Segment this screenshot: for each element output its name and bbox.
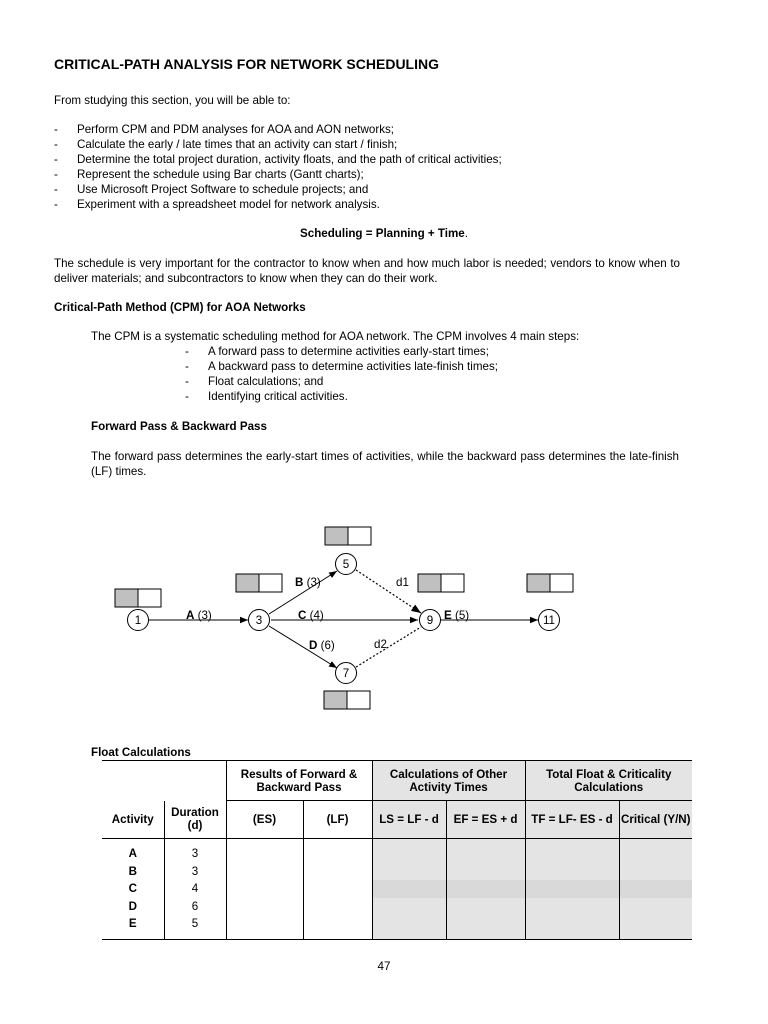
node-7-label: 7 <box>342 667 350 680</box>
dummy-label-d2: d2 <box>374 638 387 651</box>
activity-label-e: E (5) <box>444 609 470 622</box>
page-number: 47 <box>377 960 391 973</box>
cell-ef <box>446 839 525 863</box>
intro-text: From studying this section, you will be able to: <box>54 94 291 107</box>
time-box-node-11 <box>527 574 573 592</box>
cell-duration: 3 <box>164 863 226 881</box>
cell-lf <box>303 915 372 939</box>
cell-ef <box>446 880 525 898</box>
float-calculations-heading: Float Calculations <box>91 746 191 759</box>
cell-critical <box>619 863 692 881</box>
node-11-label: 11 <box>542 614 556 627</box>
table-row <box>102 839 692 863</box>
cpm-step: - Identifying critical activities. <box>185 389 498 404</box>
cell-ls <box>372 839 446 863</box>
dummy-label-d1: d1 <box>396 576 409 589</box>
cell-es <box>226 898 303 916</box>
cell-duration: 5 <box>164 915 226 939</box>
objective-item: - Calculate the early / late times that an activity can start / finish; <box>54 137 502 152</box>
dummy-arrow-d2 <box>356 627 421 667</box>
col-ls: LS = LF - d <box>372 801 446 839</box>
cell-duration: 4 <box>164 880 226 898</box>
time-box-node-3 <box>236 574 282 592</box>
forward-backward-paragraph: The forward pass determines the early-start times of activities, while the backward pass determines the late-finish (LF) times. <box>91 450 679 478</box>
forward-backward-heading: Forward Pass & Backward Pass <box>91 420 267 433</box>
cell-ef <box>446 915 525 939</box>
page-title: CRITICAL-PATH ANALYSIS FOR NETWORK SCHEDULING <box>54 56 439 72</box>
time-box-node-7 <box>324 691 370 709</box>
node-5 <box>336 554 357 575</box>
col-ef: EF = ES + d <box>446 801 525 839</box>
schedule-paragraph: The schedule is very important for the contractor to know when and how much labor is needed; vendors to know when to deliver materials; and subcontractors to know when they can do their work. <box>54 257 680 285</box>
cell-tf <box>525 915 619 939</box>
cpm-intro: The CPM is a systematic scheduling method for AOA network. The CPM involves 4 main steps: <box>91 330 580 343</box>
cell-ef <box>446 863 525 881</box>
cpm-step: - Float calculations; and <box>185 374 498 389</box>
node-7 <box>336 663 357 684</box>
header-other-times: Calculations of Other Activity Times <box>372 761 525 801</box>
cell-lf <box>303 839 372 863</box>
cell-activity: D <box>128 899 137 913</box>
table-row <box>102 915 692 939</box>
cell-tf <box>525 863 619 881</box>
cell-duration: 6 <box>164 898 226 916</box>
objective-item: - Perform CPM and PDM analyses for AOA and AON networks; <box>54 122 502 137</box>
header-blank <box>102 761 226 801</box>
cell-es <box>226 880 303 898</box>
cell-critical <box>619 880 692 898</box>
cell-critical <box>619 898 692 916</box>
node-3 <box>249 610 270 631</box>
objective-item: - Use Microsoft Project Software to schedule projects; and <box>54 182 502 197</box>
cell-lf <box>303 898 372 916</box>
equation-tail: . <box>464 227 468 240</box>
cell-ls <box>372 863 446 881</box>
col-es: (ES) <box>226 801 303 839</box>
cpm-step: - A forward pass to determine activities early-start times; <box>185 344 498 359</box>
float-calculations-table <box>102 760 692 940</box>
cell-activity: C <box>128 882 137 895</box>
cell-es <box>226 863 303 881</box>
cell-ls <box>372 880 446 898</box>
objective-item: - Determine the total project duration, activity floats, and the path of critical activities; <box>54 152 502 167</box>
dummy-arrow-d1 <box>356 570 421 613</box>
activity-label-c: C (4) <box>298 609 324 622</box>
node-1 <box>128 610 149 631</box>
objective-item: - Experiment with a spreadsheet model for network analysis. <box>54 197 502 212</box>
table-row <box>102 863 692 881</box>
activity-label-b: B (3) <box>295 576 321 589</box>
cell-es <box>226 839 303 863</box>
node-9-label: 9 <box>426 614 434 627</box>
col-activity: Activity <box>102 801 164 839</box>
node-3-label: 3 <box>255 614 263 627</box>
cell-lf <box>303 880 372 898</box>
cpm-heading: Critical-Path Method (CPM) for AOA Networks <box>54 301 306 314</box>
header-forward-backward: Results of Forward & Backward Pass <box>226 761 372 801</box>
cell-duration: 3 <box>164 839 226 863</box>
cell-tf <box>525 898 619 916</box>
node-9 <box>420 610 441 631</box>
cell-ls <box>372 898 446 916</box>
time-box-node-9 <box>418 574 464 592</box>
header-float-criticality: Total Float & Criticality Calculations <box>525 761 692 801</box>
time-box-node-5 <box>325 527 371 545</box>
col-critical: Critical (Y/N) <box>619 801 692 839</box>
time-box-node-1 <box>115 589 161 607</box>
objective-item: - Represent the schedule using Bar charts (Gantt charts); <box>54 167 502 182</box>
activity-label-d: D (6) <box>309 639 335 652</box>
cpm-step: - A backward pass to determine activities late-finish times; <box>185 359 498 374</box>
cell-ef <box>446 898 525 916</box>
col-duration: Duration (d) <box>164 801 226 839</box>
cell-es <box>226 915 303 939</box>
cell-activity: B <box>128 864 137 878</box>
cell-ls <box>372 915 446 939</box>
equation-bold: Scheduling = Planning + Time <box>300 227 465 240</box>
activity-label-a: A (3) <box>186 609 212 622</box>
cell-critical <box>619 915 692 939</box>
col-tf: TF = LF- ES - d <box>525 801 619 839</box>
table-row <box>102 898 692 916</box>
node-11 <box>539 610 560 631</box>
cell-activity: A <box>128 847 137 860</box>
cell-tf <box>525 839 619 863</box>
col-lf: (LF) <box>303 801 372 839</box>
node-1-label: 1 <box>134 614 142 627</box>
node-5-label: 5 <box>342 558 350 571</box>
cell-critical <box>619 839 692 863</box>
table-row <box>102 880 692 898</box>
cell-activity: E <box>102 915 164 939</box>
cell-lf <box>303 863 372 881</box>
cell-tf <box>525 880 619 898</box>
